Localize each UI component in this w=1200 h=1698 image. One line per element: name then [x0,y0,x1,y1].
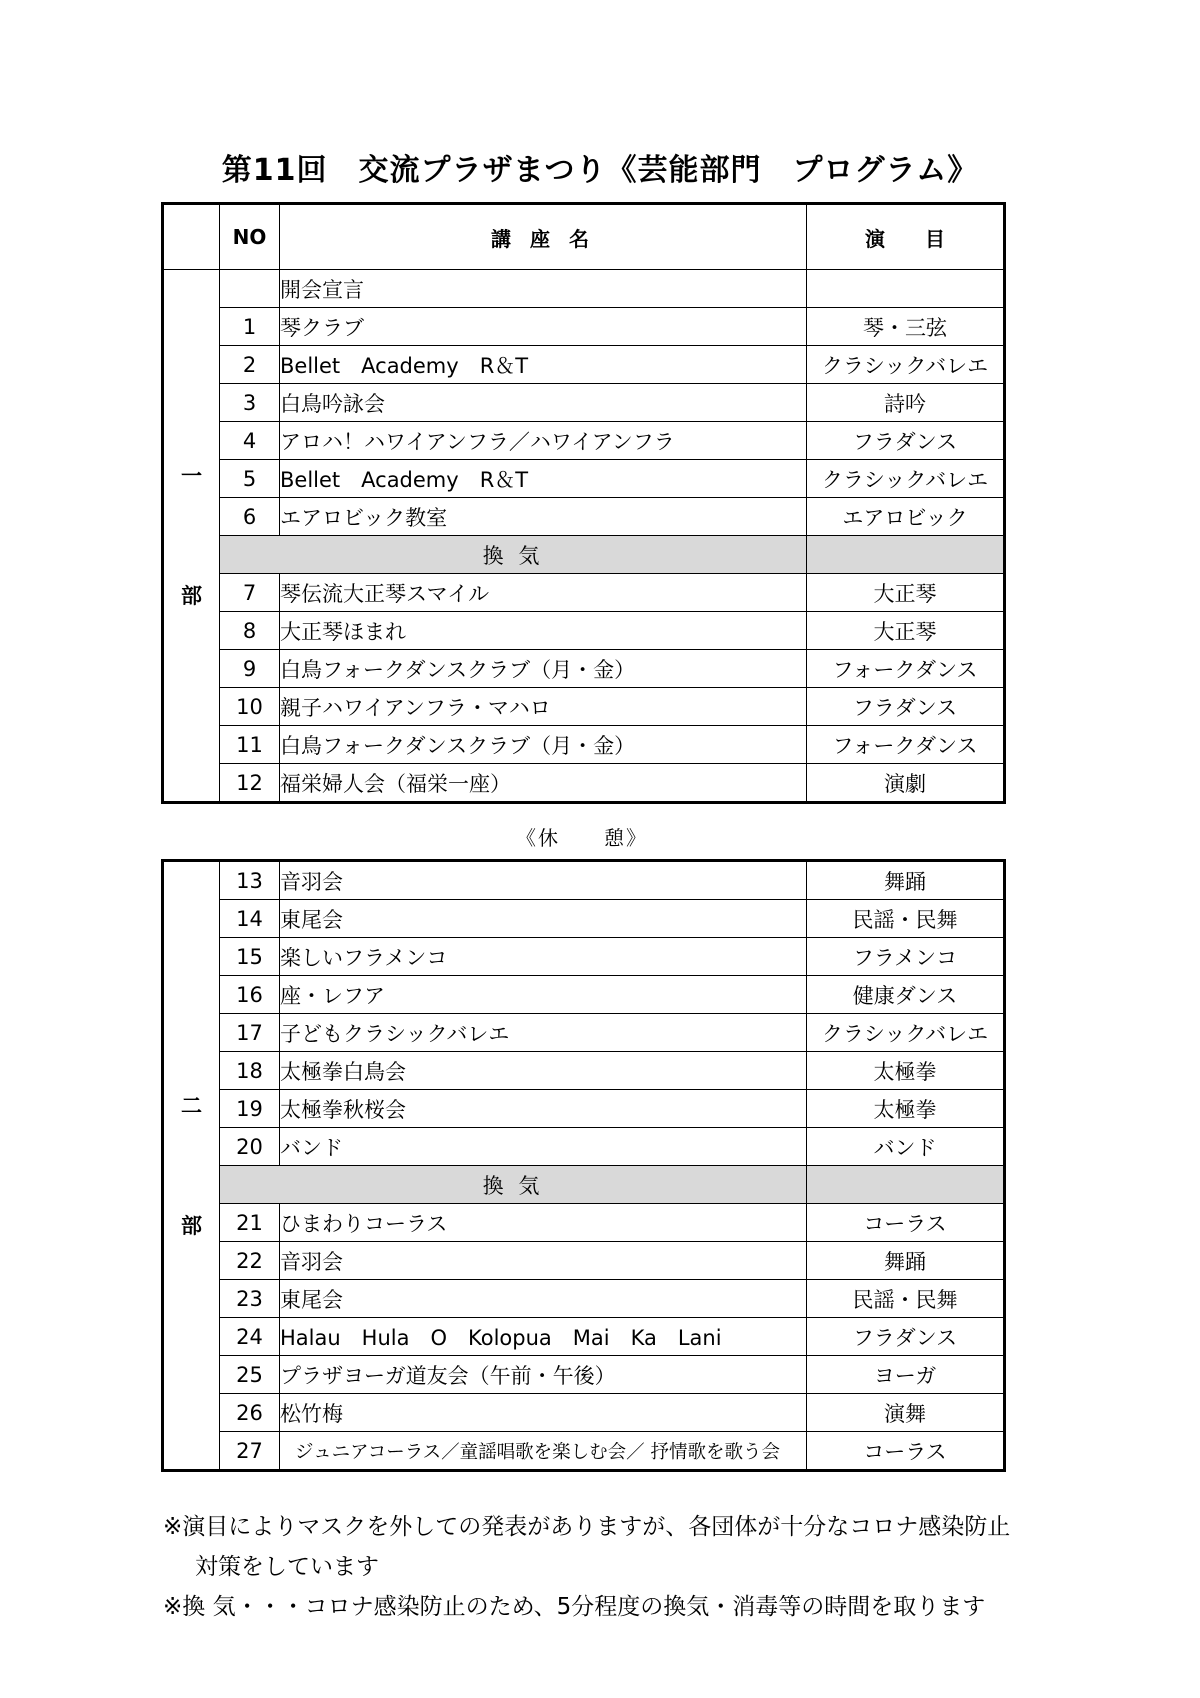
note-line-1: ※演目によりマスクを外しての発表がありますが、各団体が十分なコロナ感染防止 [163,1514,1011,1540]
section-label-part1-bottom: 部 [181,583,202,608]
row-performance: バンド [807,1128,1005,1166]
row-performance: 演舞 [807,1394,1005,1432]
ventilation-break-label: 換 気 [220,536,807,574]
row-course-name: 音羽会 [280,861,807,900]
row-course-name: Bellet Academy R＆T [280,460,807,498]
table-row [163,384,1005,422]
row-course-name: プラザヨーガ道友会（午前・午後） [280,1356,807,1394]
row-performance: 琴・三弦 [807,308,1005,346]
row-performance: 舞踊 [807,1242,1005,1280]
row-course-name: エアロビック教室 [280,498,807,536]
row-course-name: ジュニアコーラス／童謡唱歌を楽しむ会／ 抒情歌を歌う会 [280,1432,807,1471]
ventilation-break-row [163,1166,1005,1204]
row-number: 17 [220,1014,280,1052]
table-row [163,1394,1005,1432]
section-label-part1 [163,270,220,803]
row-number: 4 [220,422,280,460]
row-number: 12 [220,764,280,803]
row-performance: フラダンス [807,1318,1005,1356]
row-course-name: 親子ハワイアンフラ・マハロ [280,688,807,726]
table-row [163,1014,1005,1052]
row-number: 22 [220,1242,280,1280]
note-line-3: ※換 気・・・コロナ感染防止のため、5分程度の換気・消毒等の時間を取ります [163,1594,986,1620]
table-row [163,900,1005,938]
ventilation-break-label: 換 気 [220,1166,807,1204]
header-performance: 演 目 [807,204,1005,270]
row-number: 6 [220,498,280,536]
table-row [163,688,1005,726]
opening-row [163,270,1005,308]
row-performance: 詩吟 [807,384,1005,422]
row-number: 5 [220,460,280,498]
table-header-row [163,204,1005,270]
table-row [163,1242,1005,1280]
row-course-name: 大正琴ほまれ [280,612,807,650]
table-row [163,1090,1005,1128]
table-row [163,1432,1005,1471]
row-number: 11 [220,726,280,764]
row-course-name: 福栄婦人会（福栄一座） [280,764,807,803]
row-number: 7 [220,574,280,612]
opening-name: 開会宣言 [280,270,807,308]
row-performance: フラダンス [807,422,1005,460]
row-performance: 舞踊 [807,861,1005,900]
table-row [163,726,1005,764]
row-performance: クラシックバレエ [807,346,1005,384]
row-course-name: 太極拳白鳥会 [280,1052,807,1090]
table-row [163,498,1005,536]
row-performance: 健康ダンス [807,976,1005,1014]
row-performance: 民謡・民舞 [807,1280,1005,1318]
row-performance: 太極拳 [807,1052,1005,1090]
table-row [163,422,1005,460]
row-number: 24 [220,1318,280,1356]
row-course-name: Bellet Academy R＆T [280,346,807,384]
table-row [163,1280,1005,1318]
ventilation-break-row [163,536,1005,574]
row-number: 26 [220,1394,280,1432]
row-number: 3 [220,384,280,422]
row-number: 10 [220,688,280,726]
row-course-name: 白鳥吟詠会 [280,384,807,422]
row-performance: ヨーガ [807,1356,1005,1394]
header-no: NO [220,204,280,270]
section-label-part2 [163,861,220,1471]
row-course-name: 東尾会 [280,900,807,938]
row-performance: 演劇 [807,764,1005,803]
row-number: 1 [220,308,280,346]
table-row [163,764,1005,803]
row-number: 16 [220,976,280,1014]
row-course-name: 子どもクラシックバレエ [280,1014,807,1052]
row-course-name: 東尾会 [280,1280,807,1318]
table-row [163,1052,1005,1090]
row-number: 9 [220,650,280,688]
table-row [163,308,1005,346]
header-blank-cell [163,204,220,270]
row-number: 23 [220,1280,280,1318]
note-line-2: 対策をしています [195,1554,379,1580]
table-row [163,574,1005,612]
program-table-part1 [161,202,1006,804]
page-title: 第11回 交流プラザまつり《芸能部門 プログラム》 [221,153,979,188]
table-row [163,1204,1005,1242]
table-row [163,1318,1005,1356]
row-number: 14 [220,900,280,938]
table-row [163,1128,1005,1166]
table-row [163,650,1005,688]
row-course-name: 太極拳秋桜会 [280,1090,807,1128]
row-number: 27 [220,1432,280,1471]
row-number: 25 [220,1356,280,1394]
section-label-part1-top: 一 [181,463,202,488]
row-performance: クラシックバレエ [807,1014,1005,1052]
row-number: 21 [220,1204,280,1242]
table-row [163,612,1005,650]
row-course-name: バンド [280,1128,807,1166]
section-label-part2-top: 二 [181,1093,202,1118]
table-row [163,938,1005,976]
intermission-label: 《休 憩》 [516,826,648,850]
row-course-name: Halau Hula O Kolopua Mai Ka Lani [280,1318,807,1356]
row-number: 15 [220,938,280,976]
row-performance: コーラス [807,1204,1005,1242]
row-performance: フラメンコ [807,938,1005,976]
row-performance: 大正琴 [807,574,1005,612]
header-course-name: 講 座 名 [280,204,807,270]
row-performance: 民謡・民舞 [807,900,1005,938]
row-course-name: 白鳥フォークダンスクラブ（月・金） [280,726,807,764]
table-row [163,460,1005,498]
row-course-name: 楽しいフラメンコ [280,938,807,976]
row-performance: フラダンス [807,688,1005,726]
row-performance: 太極拳 [807,1090,1005,1128]
table-row [163,1356,1005,1394]
row-performance: フォークダンス [807,650,1005,688]
row-performance: フォークダンス [807,726,1005,764]
row-performance: コーラス [807,1432,1005,1471]
row-number: 18 [220,1052,280,1090]
row-number: 8 [220,612,280,650]
section-label-part2-bottom: 部 [181,1213,202,1238]
row-course-name: アロハ！ハワイアンフラ／ハワイアンフラ [280,422,807,460]
table-row [163,976,1005,1014]
row-performance: クラシックバレエ [807,460,1005,498]
row-course-name: 座・レフア [280,976,807,1014]
table-row [163,861,1005,900]
row-course-name: 音羽会 [280,1242,807,1280]
row-performance: エアロビック [807,498,1005,536]
row-course-name: ひまわりコーラス [280,1204,807,1242]
row-number: 19 [220,1090,280,1128]
row-course-name: 白鳥フォークダンスクラブ（月・金） [280,650,807,688]
table-row [163,346,1005,384]
row-number: 2 [220,346,280,384]
row-number: 20 [220,1128,280,1166]
row-performance: 大正琴 [807,612,1005,650]
row-course-name: 琴クラブ [280,308,807,346]
row-course-name: 松竹梅 [280,1394,807,1432]
program-table-part2 [161,859,1006,1472]
row-course-name: 琴伝流大正琴スマイル [280,574,807,612]
row-number: 13 [220,861,280,900]
